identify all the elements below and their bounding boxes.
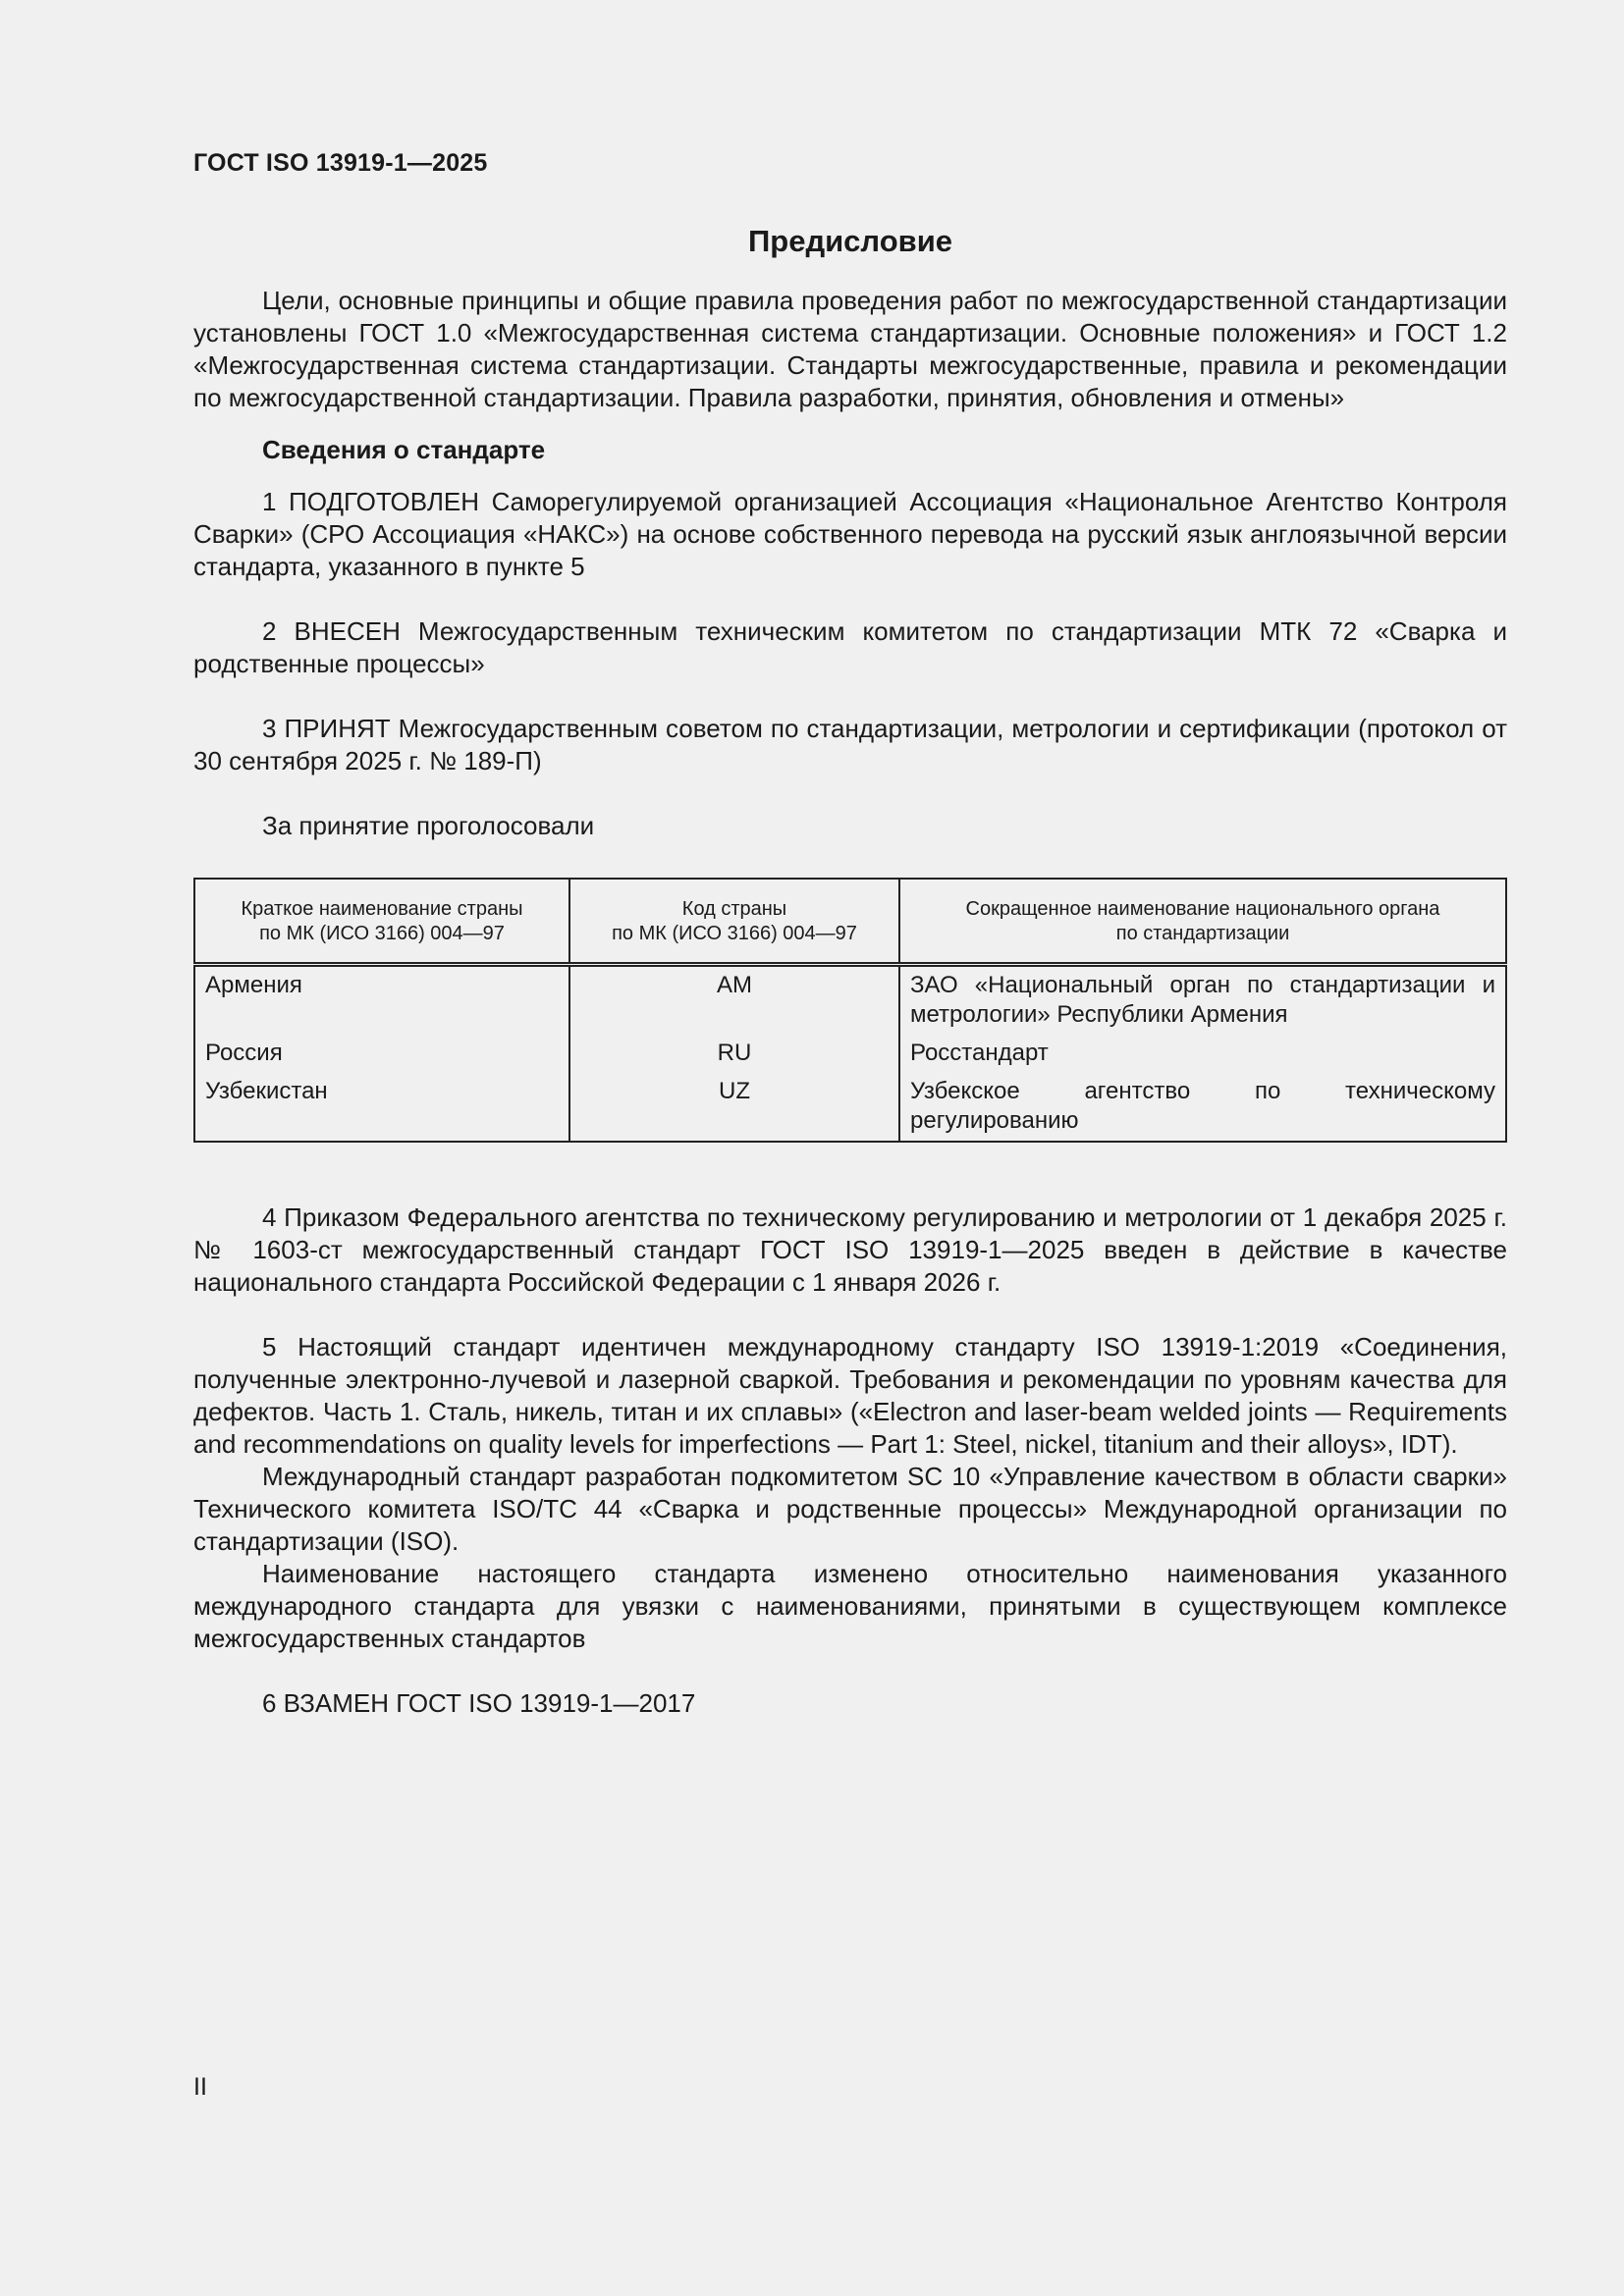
item-5-developed-by: Международный стандарт разработан подкомитетом SC 10 «Управление качеством в области сварки» Технического комитета ISO/TC 44 «Сварка и родственные процессы» Международной организации по стандартизации (ISO). — [193, 1462, 1507, 1556]
item-5-identical: 5 Настоящий стандарт идентичен международному стандарту ISO 13919-1:2019 «Соединения, полученные электронно-лучевой и лазерной сваркой. Требования и рекомендации по уровням качества для дефектов. Часть 1. Сталь, никель, титан и их сплавы» («Electron and laser-beam welded joints — Requirements and recommendations on quality levels for imperfections — Part 1: Steel, nickel, titanium and their alloys», IDT). — [193, 1332, 1507, 1459]
item-5-name-changed: Наименование настоящего стандарта изменено относительно наименования указанного международного стандарта для увязки с наименованиями, принятыми в существующем комплексе межгосударственных стандартов — [193, 1559, 1507, 1653]
item-4-order: 4 Приказом Федерального агентства по техническому регулированию и метрологии от 1 декабря 2025 г. № 1603-ст межгосударственный стандарт ГОСТ ISO 13919-1—2025 введен в действие в качестве национального стандарта Российской Федерации с 1 января 2026 г. — [193, 1202, 1507, 1297]
table-row — [194, 965, 1506, 1036]
header-code: Код страны по МК (ИСО 3166) 004—97 — [569, 879, 899, 965]
cell-country: Армения — [194, 965, 569, 1036]
cell-country: Узбекистан — [194, 1073, 569, 1142]
voted-label: За принятие проголосовали — [262, 811, 595, 840]
page-title: Предисловие — [747, 224, 952, 258]
cell-code: RU — [569, 1035, 899, 1073]
item-2-introduced: 2 ВНЕСЕН Межгосударственным техническим комитетом по стандартизации МТК 72 «Сварка и родственные процессы» — [193, 616, 1507, 678]
cell-code: AM — [569, 965, 899, 1036]
cell-organization: Узбекское агентство по техническому регулированию — [910, 1078, 1495, 1134]
voting-countries-table — [193, 878, 1507, 1143]
table-row — [194, 1073, 1506, 1142]
cell-organization: Росстандарт — [910, 1040, 1049, 1066]
cell-code: UZ — [569, 1073, 899, 1142]
item-3-adopted: 3 ПРИНЯТ Межгосударственным советом по стандартизации, метрологии и сертификации (протокол от 30 сентября 2025 г. № 189-П) — [193, 714, 1507, 775]
document-body — [193, 285, 1507, 1720]
intro-paragraph: Цели, основные принципы и общие правила проведения работ по межгосударственной стандартизации установлены ГОСТ 1.0 «Межгосударственная система стандартизации. Основные положения» и ГОСТ 1.2 «Межгосударственная система стандартизации. Стандарты межгосударственные, правила и рекомендации по межгосударственной стандартизации. Правила разработки, принятия, обновления и отмены» — [193, 286, 1507, 412]
section-heading: Сведения о стандарте — [262, 435, 546, 464]
page-number: II — [193, 2073, 207, 2101]
table-header-row — [194, 879, 1506, 965]
table-row — [194, 1035, 1506, 1073]
header-organization: Сокращенное наименование национального органа по стандартизации — [899, 879, 1506, 965]
document-page — [193, 0, 1507, 2296]
cell-country: Россия — [194, 1035, 569, 1073]
document-id-header: ГОСТ ISO 13919-1—2025 — [193, 149, 488, 177]
cell-organization: ЗАО «Национальный орган по стандартизации и метрологии» Республики Армения — [910, 972, 1495, 1028]
header-country: Краткое наименование страны по МК (ИСО 3166) 004—97 — [194, 879, 569, 965]
item-1-prepared: 1 ПОДГОТОВЛЕН Саморегулируемой организацией Ассоциация «Национальное Агентство Контроля Сварки» (СРО Ассоциация «НАКС») на основе собственного перевода на русский язык англоязычной версии стандарта, указанного в пункте 5 — [193, 487, 1507, 581]
item-6-replaces: 6 ВЗАМЕН ГОСТ ISO 13919-1—2017 — [262, 1688, 696, 1718]
